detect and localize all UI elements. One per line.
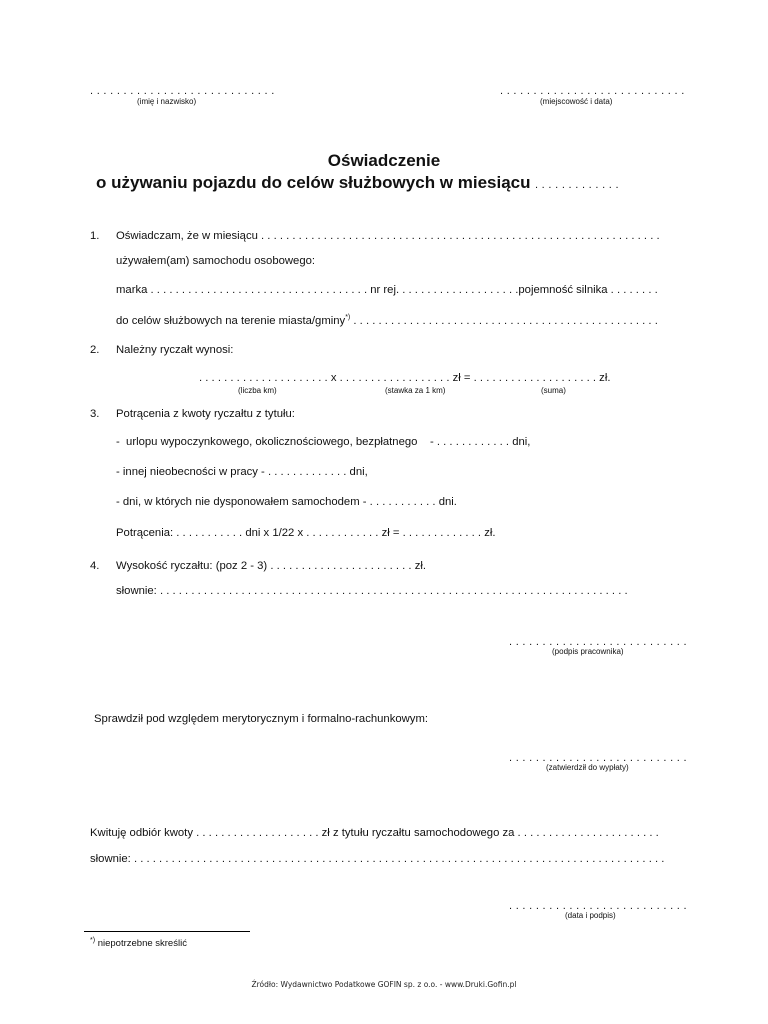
section-3-number: 3. xyxy=(90,408,100,420)
footnote-mark: *) xyxy=(90,937,96,944)
employee-signature-dots: . . . . . . . . . . . . . . . . . . . . . . . . . . . xyxy=(509,636,687,648)
checked-statement: Sprawdził pod względem merytorycznym i formalno-rachunkowym: xyxy=(94,713,428,725)
name-dots: . . . . . . . . . . . . . . . . . . . . . . . . . . . . xyxy=(90,85,275,97)
employee-signature-label: (podpis pracownika) xyxy=(552,647,624,656)
place-date-label: (miejscowość i data) xyxy=(540,97,613,106)
section-4-number: 4. xyxy=(90,560,100,572)
receipt-amount: Kwituję odbiór kwoty . . . . . . . . . . . . . . . . . . . . zł z tytułu ryczałtu samochodowego za . . . . . . . . . . . . . . . . . . . . . . . xyxy=(90,827,659,839)
approval-dots: . . . . . . . . . . . . . . . . . . . . . . . . . . . xyxy=(509,752,687,764)
document-title: Oświadczenie xyxy=(327,151,441,170)
section-1-car-details: marka . . . . . . . . . . . . . . . . . . . . . . . . . . . . . . . . . . . nr rej. . . . . . . . . . . . . . . . . . . .pojemność silnika . . . . . . . . xyxy=(116,284,658,296)
area-text: do celów służbowych na terenie miasta/gminy xyxy=(116,314,346,327)
deduction-item-leave: - urlopu wypoczynkowego, okolicznościowego, bezpłatnego - . . . . . . . . . . . . dni, xyxy=(116,436,531,448)
deduction-item-absence: - innej nieobecności w pracy - . . . . . . . . . . . . . dni, xyxy=(116,466,368,478)
place-date-dots: . . . . . . . . . . . . . . . . . . . . . . . . . . . . xyxy=(500,85,685,97)
section-2-heading: Należny ryczałt wynosi: xyxy=(116,344,234,356)
asterisk-note: *) xyxy=(345,314,351,321)
approval-label: (zatwierdził do wypłaty) xyxy=(546,763,629,772)
receipt-signature-label: (data i podpis) xyxy=(565,911,616,920)
footnote-divider xyxy=(84,931,250,932)
section-3-heading: Potrącenia z kwoty ryczałtu z tytułu: xyxy=(116,408,295,420)
section-1-month: Oświadczam, że w miesiącu . . . . . . . . . . . . . . . . . . . . . . . . . . . . . . . . . . . . . . . . . . . . . . . . . . . . . . . . . . . . . . . . xyxy=(116,230,660,242)
footnote-text: niepotrzebne skreślić xyxy=(97,938,187,950)
rate-label: (stawka za 1 km) xyxy=(385,386,446,395)
deductions-calculation: Potrącenia: . . . . . . . . . . . dni x 1/22 x . . . . . . . . . . . . zł = . . . . . . . . . . . . . zł. xyxy=(116,527,496,539)
source-footer: Źródło: Wydawnictwo Podatkowe GOFIN sp. z o.o. - www.Druki.Gofin.pl xyxy=(251,980,517,989)
receipt-signature-dots: . . . . . . . . . . . . . . . . . . . . . . . . . . . xyxy=(509,900,687,912)
section-1-number: 1. xyxy=(90,230,100,242)
km-label: (liczba km) xyxy=(238,386,277,395)
footnote xyxy=(90,937,187,949)
section-2-calculation: . . . . . . . . . . . . . . . . . . . . . x . . . . . . . . . . . . . . . . . . zł = . . . . . . . . . . . . . . . . . . . . zł. xyxy=(199,372,611,384)
section-4-amount: Wysokość ryczałtu: (poz 2 - 3) . . . . . . . . . . . . . . . . . . . . . . . zł. xyxy=(116,560,427,572)
sum-label: (suma) xyxy=(541,386,566,395)
section-2-number: 2. xyxy=(90,344,100,356)
name-label: (imię i nazwisko) xyxy=(137,97,197,106)
section-1-area xyxy=(116,314,658,327)
section-1-car-used: używałem(am) samochodu osobowego: xyxy=(116,255,316,267)
deduction-item-no-car: - dni, w których nie dysponowałem samochodem - . . . . . . . . . . . dni. xyxy=(116,496,457,508)
subtitle-text: o używaniu pojazdu do celów służbowych w miesiącu xyxy=(96,173,531,192)
document-subtitle xyxy=(96,173,619,193)
area-dots: . . . . . . . . . . . . . . . . . . . . . . . . . . . . . . . . . . . . . . . . . . . . . . . . . xyxy=(353,314,658,327)
receipt-in-words: słownie: . . . . . . . . . . . . . . . . . . . . . . . . . . . . . . . . . . . . . . . . . . . . . . . . . . . . . . . . . . . . . . . . . . . . . . . . . . . . . . . . . . . . . xyxy=(90,853,665,865)
section-4-in-words: słownie: . . . . . . . . . . . . . . . . . . . . . . . . . . . . . . . . . . . . . . . . . . . . . . . . . . . . . . . . . . . . . . . . . . . . . . . . . . . xyxy=(116,585,628,597)
month-dots: . . . . . . . . . . . . . xyxy=(534,179,619,191)
